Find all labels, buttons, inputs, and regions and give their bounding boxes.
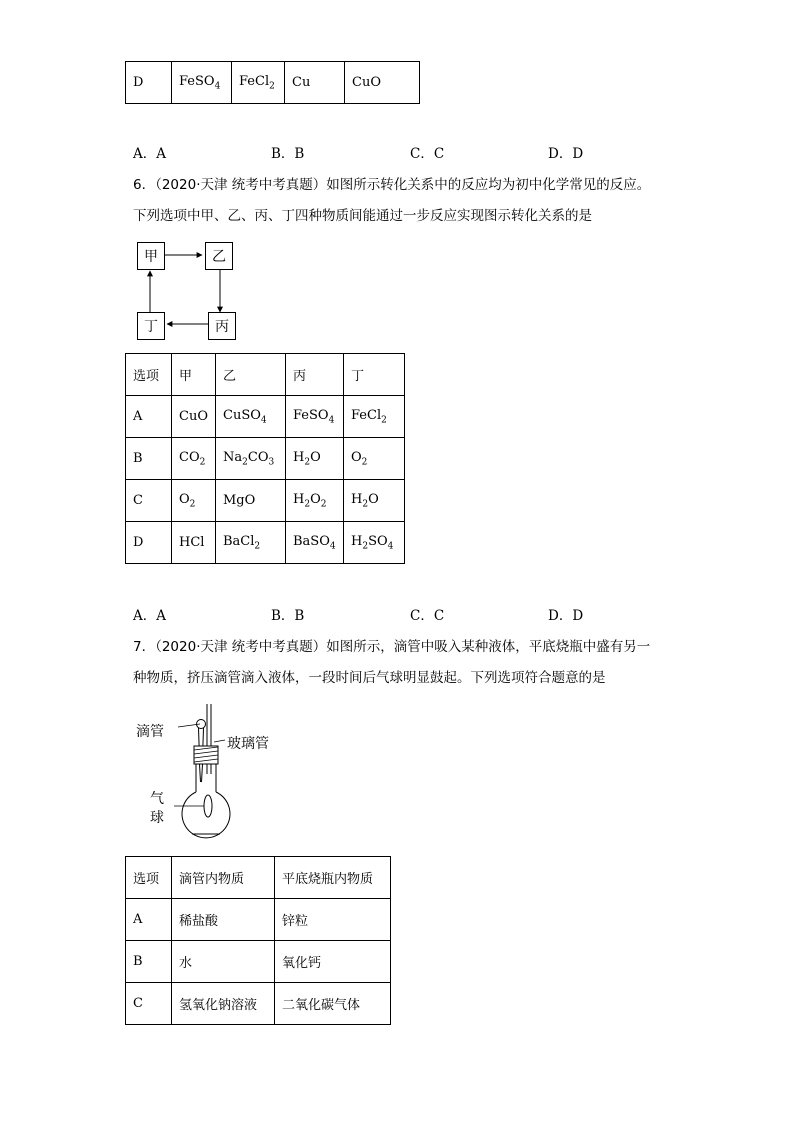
q6-option-d: D．D xyxy=(548,608,584,624)
table-cell: FeCl$_2$ xyxy=(232,62,285,104)
table-cell: 水 xyxy=(172,941,275,983)
q6-option-c: C．C xyxy=(410,608,445,624)
table-cell: Cu xyxy=(285,62,345,104)
table-cell: 稀盐酸 xyxy=(172,899,275,941)
table-cell: FeSO$_4$ xyxy=(172,62,232,104)
table-cell: FeSO$_4$ xyxy=(286,396,344,438)
table-header-cell: 丙 xyxy=(286,354,344,396)
table-cell: $H_2SO_4$ xyxy=(344,522,405,564)
node-yi: 乙 xyxy=(205,242,233,270)
q6-table xyxy=(125,353,405,564)
flask-apparatus xyxy=(170,702,260,840)
table-cell: MgO xyxy=(216,480,286,522)
table-cell: B xyxy=(126,941,172,983)
table-cell: $H_2O$ xyxy=(344,480,405,522)
table-header-cell: 滴管内物质 xyxy=(172,857,275,899)
table-cell: BaCl$_2$ xyxy=(216,522,286,564)
table-header-cell: 选项 xyxy=(126,354,172,396)
q5-option-d: D．D xyxy=(548,146,584,162)
table-cell: $H_2O$ xyxy=(286,438,344,480)
table-header-row xyxy=(126,857,391,899)
q7-stem-line1: 7．（2020·天津 统考中考真题）如图所示，滴管中吸入某种液体，平底烧瓶中盛有另一 xyxy=(133,639,651,655)
table-cell: CuSO$_4$ xyxy=(216,396,286,438)
table-cell: 二氧化碳气体 xyxy=(275,983,391,1025)
q6-stem-line2: 下列选项中甲、乙、丙、丁四种物质间能通过一步反应实现图示转化关系的是 xyxy=(133,208,592,224)
table-cell: FeCl$_2$ xyxy=(344,396,405,438)
node-jia: 甲 xyxy=(137,242,165,270)
table-header-cell: 乙 xyxy=(216,354,286,396)
table-cell: 氢氧化钠溶液 xyxy=(172,983,275,1025)
table-cell: 氧化钙 xyxy=(275,941,391,983)
table-cell: C xyxy=(126,480,172,522)
table-cell: 锌粒 xyxy=(275,899,391,941)
q6-option-b: B．B xyxy=(271,608,305,624)
table-header-row xyxy=(126,354,405,396)
table-row xyxy=(126,438,405,480)
q5-option-b: B．B xyxy=(271,146,305,162)
q6-stem-line1: 6．（2020·天津 统考中考真题）如图所示转化关系中的反应均为初中化学常见的反应。 xyxy=(133,177,651,193)
table-cell: $H_2O_2$ xyxy=(286,480,344,522)
label-balloon-1: 气 xyxy=(150,791,164,807)
table-cell: CuO xyxy=(172,396,216,438)
table-cell: HCl xyxy=(172,522,216,564)
table-header-cell: 平底烧瓶内物质 xyxy=(275,857,391,899)
table-cell: $Na_2CO_3$ xyxy=(216,438,286,480)
table-cell: B xyxy=(126,438,172,480)
q5-option-a: A．A xyxy=(133,146,166,162)
label-balloon-2: 球 xyxy=(150,810,164,826)
table-cell: BaSO$_4$ xyxy=(286,522,344,564)
label-dropper: 滴管 xyxy=(136,724,164,740)
table-header-cell: 选项 xyxy=(126,857,172,899)
table-cell: D xyxy=(126,62,172,104)
table-row xyxy=(126,62,420,104)
table-cell: $O_2$ xyxy=(172,480,216,522)
q5-table xyxy=(125,61,420,104)
table-row xyxy=(126,522,405,564)
table-row xyxy=(126,480,405,522)
table-row xyxy=(126,941,391,983)
table-cell: C xyxy=(126,983,172,1025)
table-cell: $O_2$ xyxy=(344,438,405,480)
table-header-cell: 甲 xyxy=(172,354,216,396)
q5-option-c: C．C xyxy=(410,146,445,162)
table-cell: A xyxy=(126,396,172,438)
node-ding: 丁 xyxy=(137,312,165,340)
table-row xyxy=(126,983,391,1025)
balloon xyxy=(204,795,212,817)
label-glass-tube: 玻璃管 xyxy=(227,736,269,752)
table-row xyxy=(126,899,391,941)
table-cell: CuO xyxy=(345,62,420,104)
table-header-cell: 丁 xyxy=(344,354,405,396)
table-cell: $CO_2$ xyxy=(172,438,216,480)
q7-table xyxy=(125,856,391,1025)
q7-stem-line2: 种物质，挤压滴管滴入液体，一段时间后气球明显鼓起。下列选项符合题意的是 xyxy=(133,670,606,686)
table-cell: D xyxy=(126,522,172,564)
q6-option-a: A．A xyxy=(133,608,166,624)
table-cell: A xyxy=(126,899,172,941)
node-bing: 丙 xyxy=(208,312,236,340)
table-row xyxy=(126,396,405,438)
